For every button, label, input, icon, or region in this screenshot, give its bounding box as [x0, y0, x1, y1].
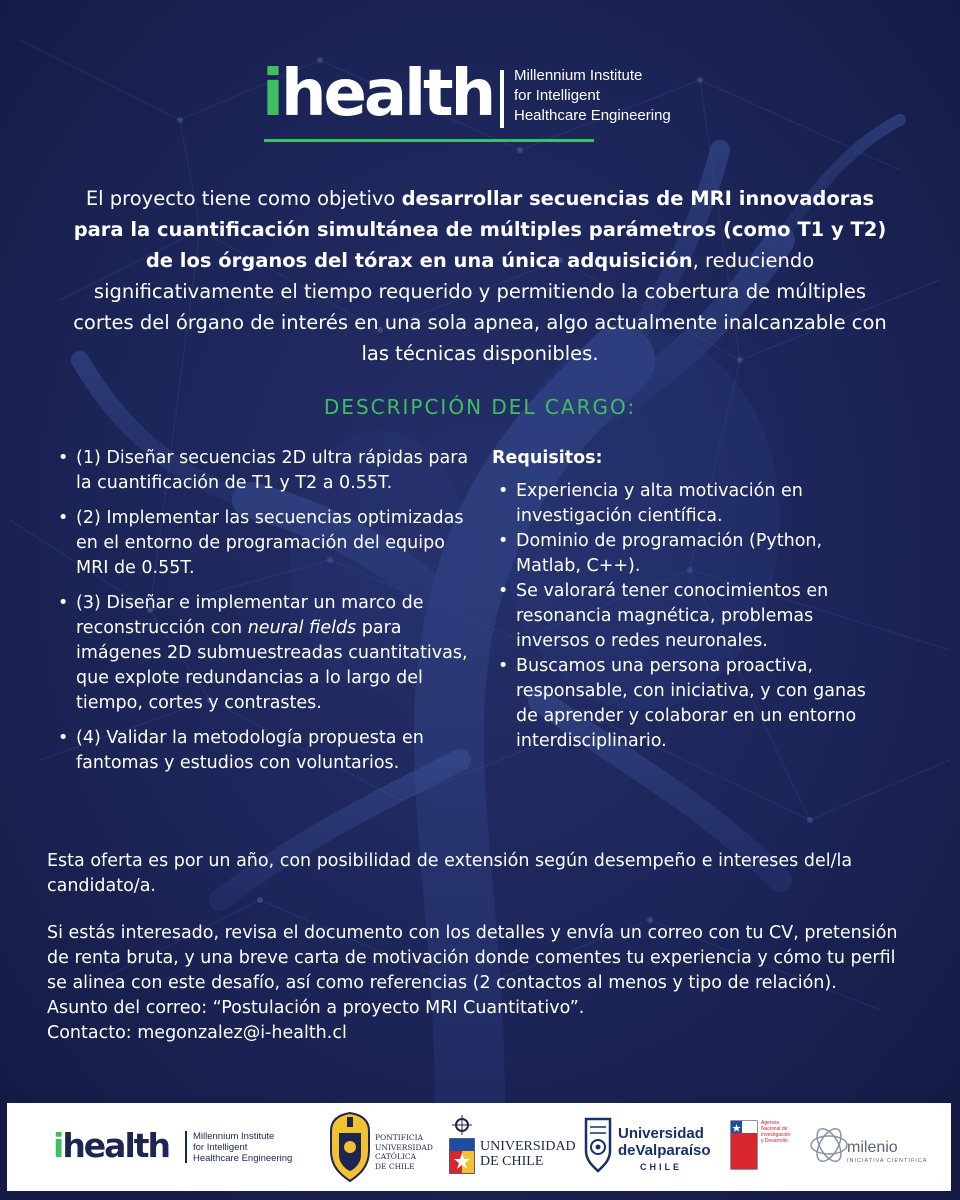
header-logo — [262, 57, 702, 145]
uvalparaiso-country: CHILE — [640, 1162, 682, 1172]
contact-email: Contacto: megonzalez@i-health.cl — [47, 1023, 347, 1043]
uvalparaiso-logo — [582, 1111, 722, 1183]
uchile-line-2: DE CHILE — [480, 1154, 544, 1169]
milenio-logo — [807, 1117, 927, 1177]
puc-line-2: UNIVERSIDAD — [375, 1142, 433, 1152]
uchile-line-1: UNIVERSIDAD — [480, 1139, 576, 1154]
intro-bold: desarrollar secuencias de MRI innovadoras para la cuantificación simultánea de múltiples parámetros (como T1 y T2) de los órganos del tórax en una única adquisición — [73, 187, 887, 272]
task-3-part-b: para imágenes 2D submuestreadas cuantitativas, que explote redundancias a lo largo del tiempo, cortes y contrastes. — [76, 618, 468, 713]
anid-line-3: Investigación — [761, 1132, 791, 1138]
institute-line-1: Millennium Institute — [514, 67, 643, 84]
institute-line-2: for Intelligent — [514, 87, 600, 104]
intro-part-2: , reduciendo significativamente el tiempo requerido y permitiendo la cobertura de múltiples cortes del órgano de interés en una sola apnea, algo actualmente inalcanzable con las técnicas disponibles. — [73, 249, 887, 365]
requirements-title: Requisitos: — [492, 448, 603, 468]
ihealth-word-rest: health — [280, 57, 494, 131]
footer-ihealth-i-letter: i — [53, 1126, 63, 1165]
footer-ihealth-word-rest: health — [62, 1126, 170, 1165]
puc-logo — [327, 1111, 437, 1183]
footer-ihealth-line-3: Healthcare Engineering — [193, 1153, 293, 1164]
logo-underline — [264, 139, 594, 142]
task-item-1: • (1) Diseñar secuencias 2D ultra rápidas para la cuantificación de T1 y T2 a 0.55T. — [52, 446, 472, 496]
puc-text — [375, 1133, 433, 1171]
anid-logo — [729, 1115, 791, 1179]
milenio-wordmark: milenio — [847, 1139, 898, 1156]
task-3-part-a: (3) Diseñar e implementar un marco de reconstrucción con — [76, 593, 424, 638]
footer-ihealth-separator — [185, 1131, 187, 1163]
puc-line-1: PONTIFICIA — [375, 1133, 424, 1142]
anid-text — [761, 1120, 790, 1144]
intro-part-1: El proyecto tiene como objetivo — [85, 187, 402, 210]
puc-shield-icon — [327, 1111, 373, 1183]
footer-ihealth-line-2: for Intelligent — [193, 1142, 248, 1153]
logo-separator — [500, 70, 504, 128]
section-title: DESCRIPCIÓN DEL CARGO: — [323, 395, 637, 419]
uchile-text — [480, 1139, 576, 1169]
uvalparaiso-line-1: Universidad — [618, 1125, 704, 1142]
anid-line-1: Agencia — [761, 1120, 780, 1126]
footer-logos — [7, 1103, 951, 1191]
institute-name — [514, 66, 671, 126]
anid-line-4: y Desarrollo — [761, 1138, 788, 1144]
offer-paragraph: Esta oferta es por un año, con posibilidad de extensión según desempeño e intereses del/la candidato/a. — [47, 851, 853, 896]
task-list — [52, 446, 472, 786]
ihealth-wordmark — [262, 54, 493, 134]
footer-ihealth-line-1: Millennium Institute — [193, 1131, 275, 1142]
anid-emblem-icon — [729, 1119, 759, 1171]
uvalparaiso-crest-icon — [582, 1117, 614, 1173]
email-subject: Asunto del correo: “Postulación a proyecto MRI Cuantitativo”. — [47, 998, 585, 1018]
footer-ihealth-logo — [53, 1123, 313, 1171]
intro-paragraph — [70, 183, 890, 369]
task-item-2: • (2) Implementar las secuencias optimizadas en el entorno de programación del equipo MRI de 0.55T. — [52, 506, 472, 581]
footer-ihealth-text — [193, 1131, 292, 1164]
apply-section — [47, 921, 907, 1046]
anid-line-2: Nacional de — [761, 1126, 788, 1132]
milenio-subtitle: INICIATIVA CIENTÍFICA — [847, 1158, 928, 1164]
puc-line-4: DE CHILE — [375, 1161, 415, 1171]
task-item-4: • (4) Validar la metodología propuesta en fantomas y estudios con voluntarios. — [52, 726, 472, 776]
requirements — [492, 446, 892, 754]
puc-line-3: CATÓLICA — [375, 1152, 416, 1161]
requirement-item-2: • Dominio de programación (Python, Matlab, C++). — [492, 529, 892, 579]
institute-line-3: Healthcare Engineering — [514, 107, 671, 124]
uvalparaiso-text — [618, 1125, 711, 1159]
requirement-item-4: • Buscamos una persona proactiva, responsable, con iniciativa, y con ganas de aprender y colaborar en un entorno interdisciplinario. — [492, 654, 892, 754]
apply-instructions: Si estás interesado, revisa el documento con los detalles y envía un correo con tu CV, pretensión de renta bruta, y una breve carta de motivación donde comentes tu experiencia y cómo tu perfil se alinea con este desafío, así como referencias (2 contactos al menos y tipo de relación). — [47, 923, 898, 993]
uchile-crest-icon — [447, 1115, 477, 1181]
task-item-3 — [52, 591, 472, 716]
uvalparaiso-line-2: deValparaíso — [618, 1142, 711, 1159]
milenio-orbit-icon — [807, 1123, 851, 1167]
task-3-emphasis: neural fields — [247, 618, 357, 638]
footer-ihealth-wordmark — [53, 1123, 169, 1169]
requirement-item-3: • Se valorará tener conocimientos en resonancia magnética, problemas inversos o redes neuronales. — [492, 579, 892, 654]
uchile-logo — [447, 1111, 577, 1183]
ihealth-i-letter: i — [262, 57, 281, 131]
requirement-item-1: • Experiencia y alta motivación en investigación científica. — [492, 479, 892, 529]
